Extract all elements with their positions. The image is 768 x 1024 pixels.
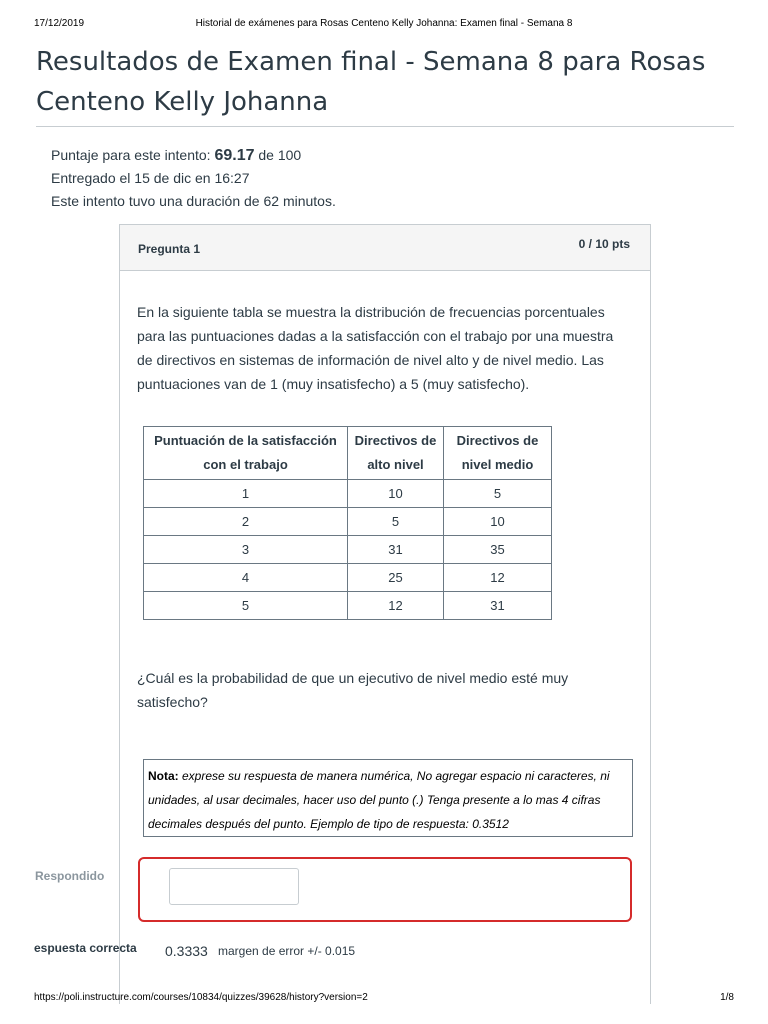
table-cell: 25 [348,564,444,592]
table-header-cell: Directivos de nivel medio [444,427,552,480]
table-cell: 31 [444,592,552,620]
table-cell: 12 [444,564,552,592]
page-title: Resultados de Examen final - Semana 8 para Rosas Centeno Kelly Johanna [36,47,706,117]
table-row [144,536,552,564]
table-row [144,508,552,536]
note-label: Nota: [148,769,179,783]
score-line [51,144,336,167]
table-cell: 35 [444,536,552,564]
table-cell: 4 [144,564,348,592]
score-value: 69.17 [214,147,255,164]
question-prompt: ¿Cuál es la probabilidad de que un ejecutivo de nivel medio esté muy satisfecho? [137,670,569,710]
note-text: exprese su respuesta de manera numérica, No agregar espacio ni caracteres, ni unidades, al usar decimales, hacer uso del punto (.) Tenga presente a lo mas 4 cifras decimales después del punto. Ejemplo de tipo de respuesta: 0.3512 [148,769,610,831]
answer-note [143,759,633,837]
duration-line: Este intento tuvo una duración de 62 minutos. [51,193,336,209]
score-suffix: de 100 [254,147,302,163]
table-cell: 1 [144,480,348,508]
print-page-number: 1/8 [720,992,734,1003]
print-footer [34,992,734,1006]
table-cell: 5 [348,508,444,536]
answer-input[interactable] [169,868,299,905]
question-title: Pregunta 1 [138,242,201,256]
print-url: https://poli.instructure.com/courses/10834/quizzes/39628/history?version=2 [34,992,368,1003]
question-header [120,225,650,271]
table-cell: 5 [444,480,552,508]
submitted-line: Entregado el 15 de dic en 16:27 [51,170,250,186]
title-divider [36,126,734,127]
question-points: 0 / 10 pts [578,237,630,251]
table-header-row [144,427,552,480]
correct-answer-label: espuesta correcta [34,941,137,955]
error-margin: margen de error +/- 0.015 [218,944,356,958]
answered-label: Respondido [35,869,105,883]
table-row [144,592,552,620]
correct-answer-value: 0.3333 [165,943,208,959]
table-header-cell: Directivos de alto nivel [348,427,444,480]
answer-box-incorrect [138,857,632,922]
attempt-summary [51,144,336,213]
table-row [144,564,552,592]
table-cell: 10 [348,480,444,508]
frequency-table [143,426,552,620]
table-cell: 5 [144,592,348,620]
table-cell: 10 [444,508,552,536]
print-header [34,18,734,32]
question-text: En la siguiente tabla se muestra la distribución de frecuencias porcentuales para las puntuaciones dadas a la satisfacción con el trabajo por una muestra de directivos en sistemas de información de nivel alto y de nivel medio. Las puntuaciones van de 1 (muy insatisfecho) a 5 (muy satisfecho). [137,304,614,392]
table-row [144,480,552,508]
print-doc-title: Historial de exámenes para Rosas Centeno Kelly Johanna: Examen final - Semana 8 [195,18,573,29]
table-header-cell: Puntuación de la satisfacción con el trabajo [144,427,348,480]
score-prefix: Puntaje para este intento: [51,147,215,163]
table-cell: 2 [144,508,348,536]
print-date: 17/12/2019 [34,18,85,29]
table-cell: 3 [144,536,348,564]
table-cell: 12 [348,592,444,620]
table-cell: 31 [348,536,444,564]
